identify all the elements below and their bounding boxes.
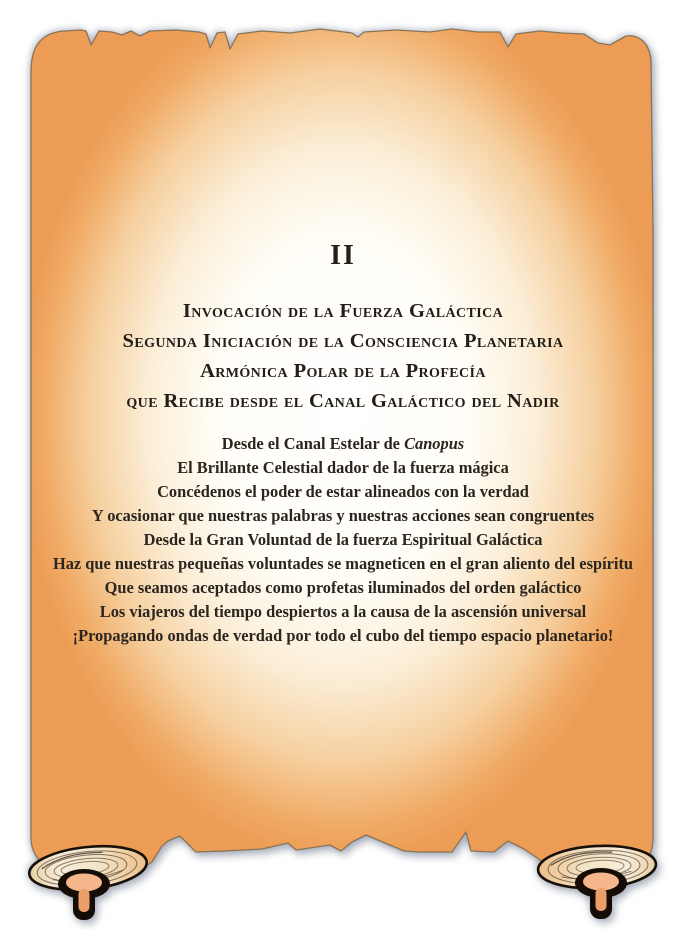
invocation-title (31, 296, 655, 416)
poem-line: Haz que nuestras pequeñas voluntades se magneticen en el gran aliento del espíritu (52, 554, 634, 573)
poem-line: Los viajeros del tiempo despiertos a la causa de la ascensión universal (99, 602, 587, 621)
poem-line (31, 432, 655, 456)
poem-line: Concédenos el poder de estar alineados con la verdad (157, 482, 529, 501)
title-line: que Recibe desde el Canal Galáctico del Nadir (126, 390, 560, 412)
title-line: Segunda Iniciación de la Consciencia Planetaria (122, 330, 564, 352)
star-name-italic: Canopus (404, 434, 465, 453)
scroll-content (31, 0, 655, 929)
invocation-poem (31, 432, 655, 648)
poem-line: Desde la Gran Voluntad de la fuerza Espiritual Galáctica (143, 530, 543, 549)
poem-line-text: Desde el Canal Estelar de (221, 434, 405, 453)
poem-line: El Brillante Celestial dador de la fuerza mágica (177, 458, 509, 477)
title-line: Armónica Polar de la Profecía (200, 360, 486, 382)
chapter-number: II (330, 240, 356, 271)
poem-line: Y ocasionar que nuestras palabras y nuestras acciones sean congruentes (91, 506, 595, 525)
poem-line: Que seamos aceptados como profetas iluminados del orden galáctico (104, 578, 582, 597)
title-line: Invocación de la Fuerza Galáctica (182, 300, 504, 322)
poem-line: ¡Propagando ondas de verdad por todo el cubo del tiempo espacio planetario! (72, 626, 614, 645)
